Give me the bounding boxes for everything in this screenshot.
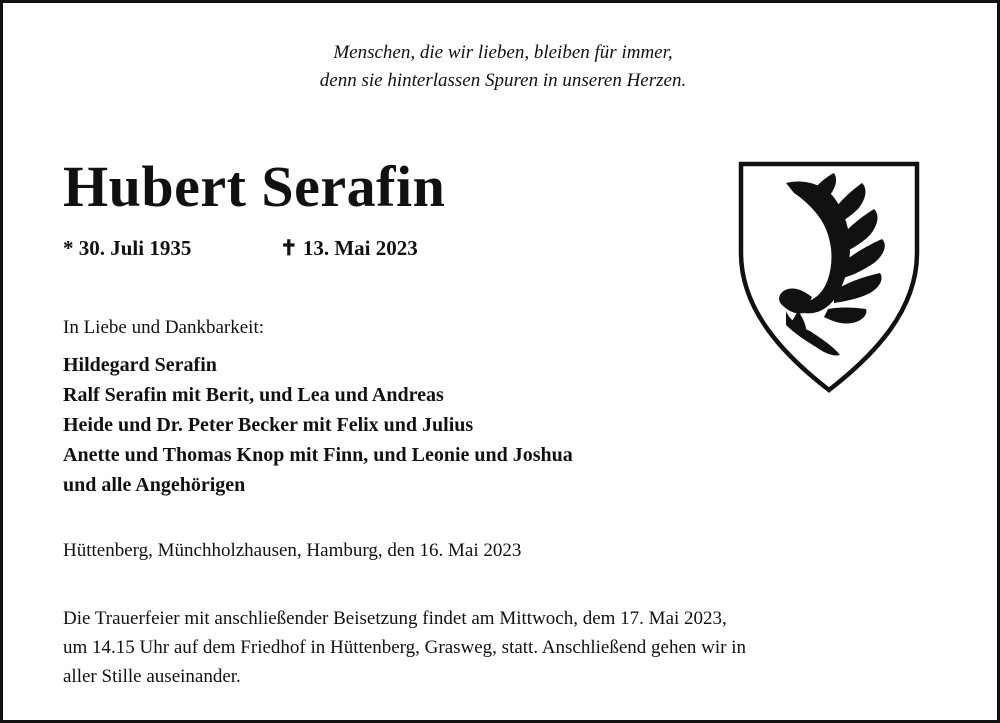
mourner-line: Heide und Dr. Peter Becker mit Felix und Julius [63,414,474,436]
motto [3,39,1000,95]
motto-line-1: Menschen, die wir lieben, bleiben für immer, [333,42,673,63]
mourners-intro: In Liebe und Dankbarkeit: [63,317,265,338]
funeral-line: aller Stille auseinander. [63,666,241,687]
mourner-line: Ralf Serafin mit Berit, und Lea und Andreas [63,384,444,406]
birth-date: * 30. Juli 1935 [63,236,192,260]
mourners-list [63,350,573,500]
mourner-line: und alle Angehörigen [63,474,246,496]
mourner-line: Hildegard Serafin [63,354,217,376]
place-and-date: Hüttenberg, Münchholzhausen, Hamburg, den 16. Mai 2023 [63,540,522,561]
coat-of-arms-antler-icon [738,161,920,393]
funeral-line: um 14.15 Uhr auf dem Friedhof in Hüttenberg, Grasweg, statt. Anschließend gehen wir in [63,637,746,658]
deceased-name: Hubert Serafin [63,154,446,219]
funeral-details [63,604,746,691]
mourner-line: Anette und Thomas Knop mit Finn, und Leonie und Joshua [63,444,573,466]
motto-line-2: denn sie hinterlassen Spuren in unseren Herzen. [319,70,687,91]
funeral-line: Die Trauerfeier mit anschließender Beisetzung findet am Mittwoch, dem 17. Mai 2023, [63,608,727,629]
death-date: ✝ 13. Mai 2023 [280,236,418,260]
crest-svg [738,161,920,393]
